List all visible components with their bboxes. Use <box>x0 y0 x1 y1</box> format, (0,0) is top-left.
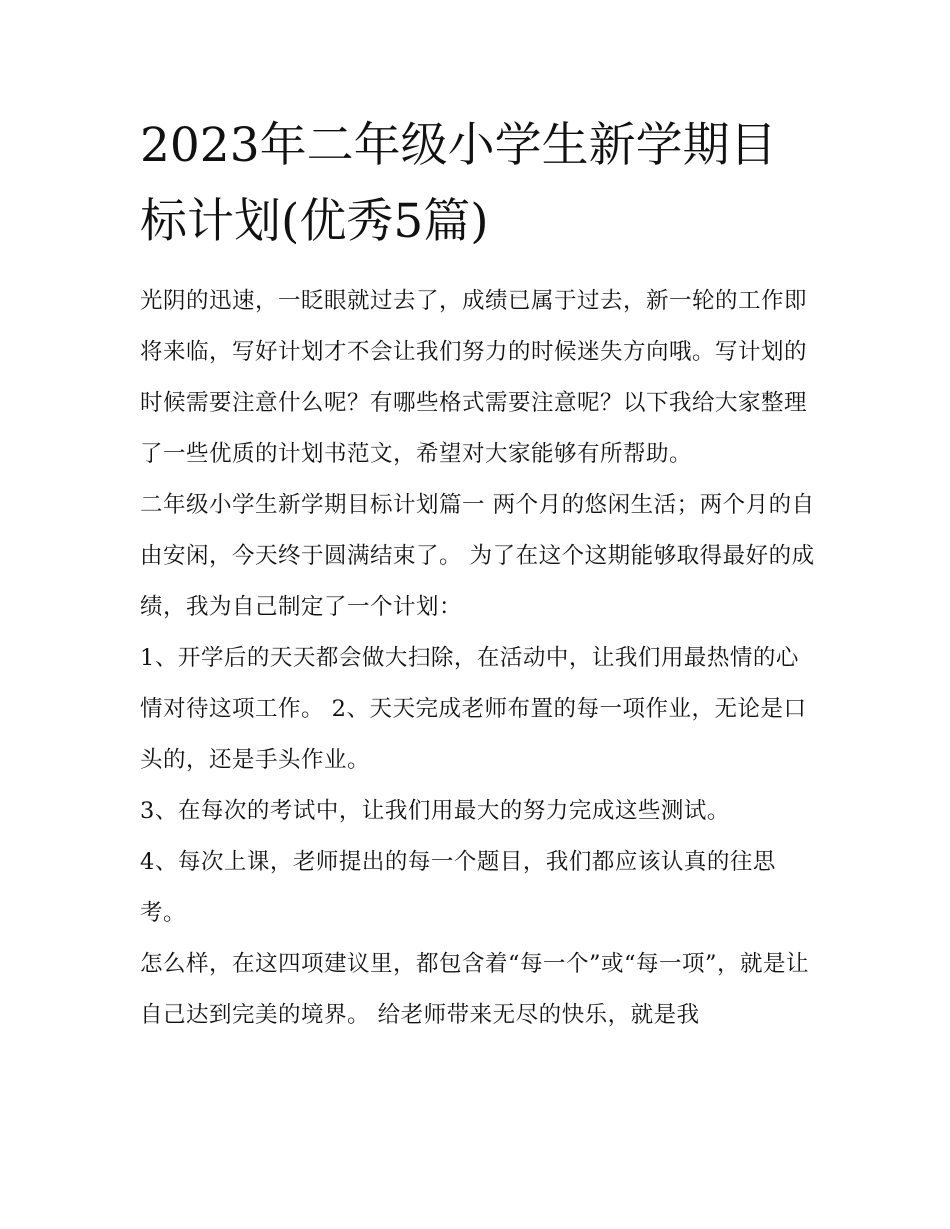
paragraph-plan-intro: 二年级小学生新学期目标计划篇一 两个月的悠闲生活；两个月的自由安闲，今天终于圆满结束了。 为了在这个这期能够取得最好的成绩，我为自己制定了一个计划： <box>140 492 815 620</box>
paragraph-item-3: 3、在每次的考试中，让我们用最大的努力完成这些测试。 <box>140 798 730 824</box>
document-body <box>140 108 815 1041</box>
title-line-1: 2023年二年级小学生新学期目 <box>140 118 777 173</box>
paragraph-item-4: 4、每次上课，老师提出的每一个题目，我们都应该认真的往思考。 <box>140 849 776 926</box>
title-line-2: 标计划(优秀5篇) <box>140 194 489 249</box>
document-title <box>140 108 815 260</box>
paragraph-intro: 光阴的迅速，一眨眼就过去了，成绩已属于过去，新一轮的工作即将来临，写好计划才不会让我们努力的时候迷失方向哦。写计划的时候需要注意什么呢？有哪些格式需要注意呢？以下我给大家整理了一些优质的计划书范文，希望对大家能够有所帮助。 <box>140 288 808 467</box>
paragraph-item-1-2: 1、开学后的天天都会做大扫除，在活动中，让我们用最热情的心情对待这项工作。 2、天天完成老师布置的每一项作业，无论是口头的，还是手头作业。 <box>140 645 807 773</box>
paragraph-summary: 怎么样，在这四项建议里，都包含着“每一个”或“每一项”，就是让自己达到完美的境界。 给老师带来无尽的快乐，就是我 <box>140 951 810 1028</box>
